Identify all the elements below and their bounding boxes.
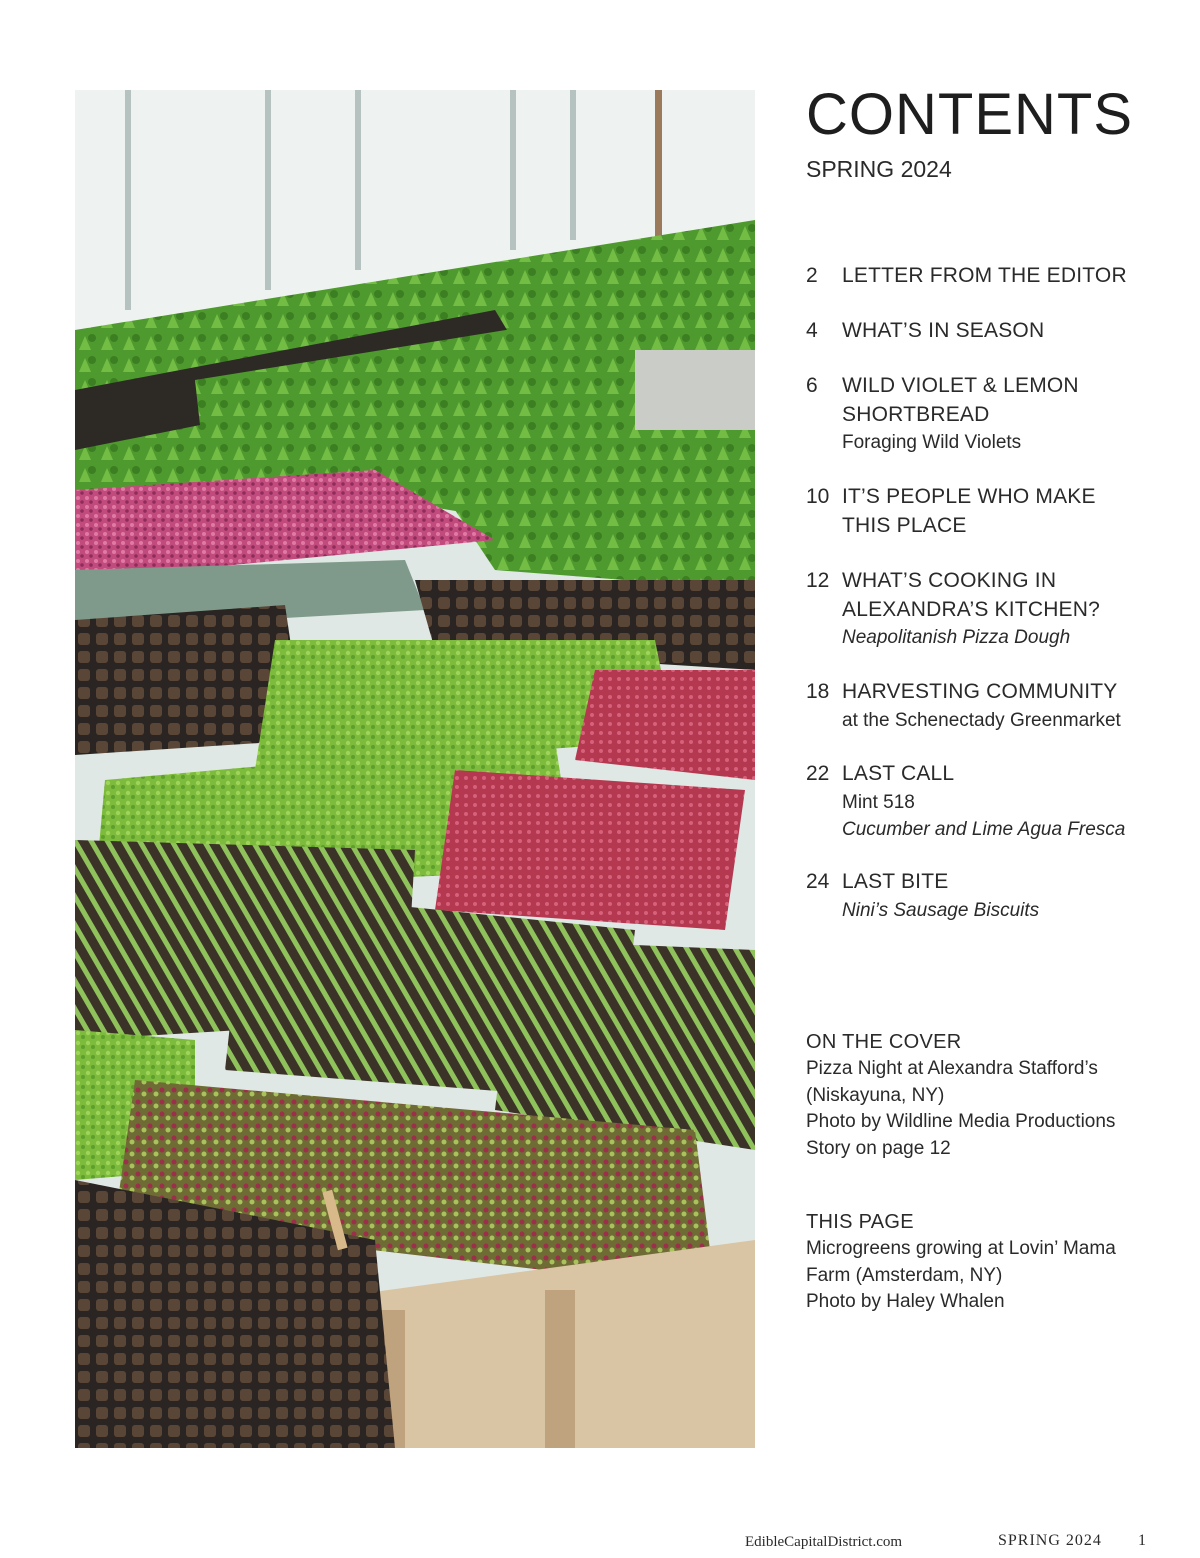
page-title: CONTENTS: [806, 82, 1133, 147]
toc-page-number: 12: [806, 569, 830, 592]
toc-subtitle: Cucumber and Lime Agua Fresca: [842, 818, 1126, 840]
microgreens-photo: [75, 90, 755, 1448]
toc-subtitle: Foraging Wild Violets: [842, 432, 1022, 453]
toc-page-number: 18: [806, 680, 830, 703]
footer-issue: SPRING 2024: [998, 1532, 1102, 1549]
toc-page-number: 6: [806, 374, 818, 397]
footer-website: EdibleCapitalDistrict.com: [745, 1534, 903, 1550]
cover-note-line: Story on page 12: [806, 1137, 951, 1159]
toc-title: ALEXANDRA’S KITCHEN?: [842, 597, 1101, 621]
toc-subtitle: Mint 518: [842, 791, 915, 813]
toc-subtitle: at the Schenectady Greenmarket: [842, 709, 1121, 731]
page-photo-note: [806, 1209, 1186, 1316]
toc-page-number: 24: [806, 870, 830, 893]
toc-page-number: 22: [806, 762, 830, 785]
toc-title: WHAT’S COOKING IN: [842, 569, 1057, 592]
issue-label: SPRING 2024: [806, 156, 952, 182]
toc-subtitle: Neapolitanish Pizza Dough: [842, 627, 1071, 648]
toc-title: LAST CALL: [842, 762, 955, 785]
toc-title: THIS PLACE: [842, 513, 967, 537]
page-note-heading: THIS PAGE: [806, 1211, 914, 1233]
cover-note: [806, 1029, 1186, 1162]
cover-note-line: Photo by Wildline Media Productions: [806, 1111, 1116, 1132]
toc-page-number: 4: [806, 319, 818, 342]
cover-note-heading: ON THE COVER: [806, 1031, 962, 1053]
cover-note-line: (Niskayuna, NY): [806, 1084, 945, 1106]
toc-title: HARVESTING COMMUNITY: [842, 680, 1118, 703]
toc-title: WHAT’S IN SEASON: [842, 319, 1045, 342]
toc-title: LETTER FROM THE EDITOR: [842, 264, 1127, 287]
page-note-line: Farm (Amsterdam, NY): [806, 1264, 1003, 1286]
page-note-line: Photo by Haley Whalen: [806, 1291, 1005, 1312]
cover-note-line: Pizza Night at Alexandra Stafford’s: [806, 1058, 1098, 1079]
toc-page-number: 2: [806, 264, 818, 287]
toc-title: SHORTBREAD: [842, 402, 990, 426]
toc-page-number: 10: [806, 485, 830, 508]
page-note-line: Microgreens growing at Lovin’ Mama: [806, 1238, 1116, 1259]
toc-title: IT’S PEOPLE WHO MAKE: [842, 485, 1096, 508]
page-number: 1: [1138, 1532, 1146, 1549]
toc-title: WILD VIOLET & LEMON: [842, 374, 1079, 397]
toc-title: LAST BITE: [842, 870, 949, 893]
toc-subtitle: Nini’s Sausage Biscuits: [842, 899, 1040, 921]
